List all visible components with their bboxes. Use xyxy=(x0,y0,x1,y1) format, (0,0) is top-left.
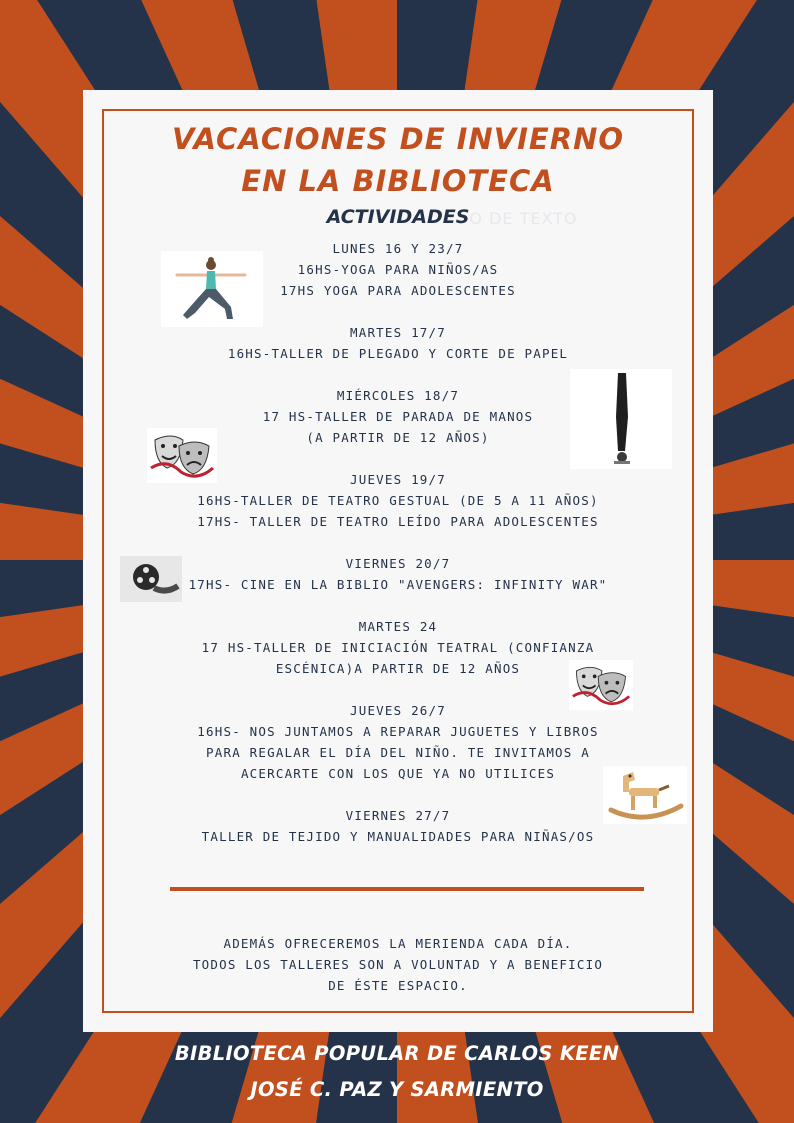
activity-line: 17 HS-TALLER DE INICIACIÓN TEATRAL (CONFIANZA xyxy=(201,640,595,655)
title-line-2: EN LA BIBLIOTECA xyxy=(241,164,555,198)
film-reel-image xyxy=(120,556,182,602)
activity-day: JUEVES 26/7 xyxy=(350,703,446,718)
activity-line: 16HS-YOGA PARA NIÑOS/AS xyxy=(297,262,499,277)
activity-day: JUEVES 19/7 xyxy=(350,472,446,487)
library-name: BIBLIOTECA POPULAR DE CARLOS KEEN xyxy=(174,1042,620,1065)
activity-line: 16HS-TALLER DE PLEGADO Y CORTE DE PAPEL xyxy=(227,346,569,361)
footer-note-line: DE ÉSTE ESPACIO. xyxy=(328,978,468,993)
activity-line: ESCÉNICA)A PARTIR DE 12 AÑOS xyxy=(275,661,521,676)
activity-line: TALLER DE TEJIDO Y MANUALIDADES PARA NIÑAS/OS xyxy=(201,829,595,844)
activity-line: 16HS- NOS JUNTAMOS A REPARAR JUGUETES Y LIBROS xyxy=(197,724,599,739)
activity-line: 17HS YOGA PARA ADOLESCENTES xyxy=(280,283,516,298)
activity-line: 17HS- CINE EN LA BIBLIO "AVENGERS: INFINITY WAR" xyxy=(188,577,608,592)
ghost-placeholder-text: O DE TEXTO xyxy=(469,209,578,228)
activity-line: (A PARTIR DE 12 AÑOS) xyxy=(306,430,490,445)
handstand-image xyxy=(570,369,672,469)
title-line-1: VACACIONES DE INVIERNO xyxy=(172,122,624,156)
footer-note xyxy=(83,933,713,996)
theater-masks-image xyxy=(147,428,217,483)
subtitle-text: ACTIVIDADES xyxy=(326,206,470,228)
library-address: JOSÉ C. PAZ Y SARMIENTO xyxy=(250,1078,544,1101)
activity-day: MARTES 24 xyxy=(358,619,438,634)
activity-day: VIERNES 20/7 xyxy=(345,556,451,571)
subtitle-activities xyxy=(326,206,578,228)
footer-note-line: ADEMÁS OFRECEREMOS LA MERIENDA CADA DÍA. xyxy=(223,936,573,951)
activity-line: PARA REGALAR EL DÍA DEL NIÑO. TE INVITAMOS A xyxy=(206,745,590,760)
theater-masks-image xyxy=(569,660,633,710)
activity-day: MARTES 17/7 xyxy=(350,325,446,340)
activity-day: MIÉRCOLES 18/7 xyxy=(336,388,460,403)
activity-line: 17 HS-TALLER DE PARADA DE MANOS xyxy=(262,409,534,424)
activity-line: ACERCARTE CON LOS QUE YA NO UTILICES xyxy=(240,766,556,781)
activity-day: VIERNES 27/7 xyxy=(345,808,451,823)
activity-block xyxy=(83,322,713,364)
footer-note-line: TODOS LOS TALLERES SON A VOLUNTAD Y A BENEFICIO xyxy=(192,957,604,972)
rocking-horse-image xyxy=(603,766,687,824)
activity-line: 17HS- TALLER DE TEATRO LEÍDO PARA ADOLESCENTES xyxy=(197,514,599,529)
activity-day: LUNES 16 Y 23/7 xyxy=(332,241,464,256)
divider-rule xyxy=(170,887,644,891)
yoga-pose-image xyxy=(161,251,263,327)
activity-line: 16HS-TALLER DE TEATRO GESTUAL (DE 5 A 11 AÑOS) xyxy=(197,493,599,508)
